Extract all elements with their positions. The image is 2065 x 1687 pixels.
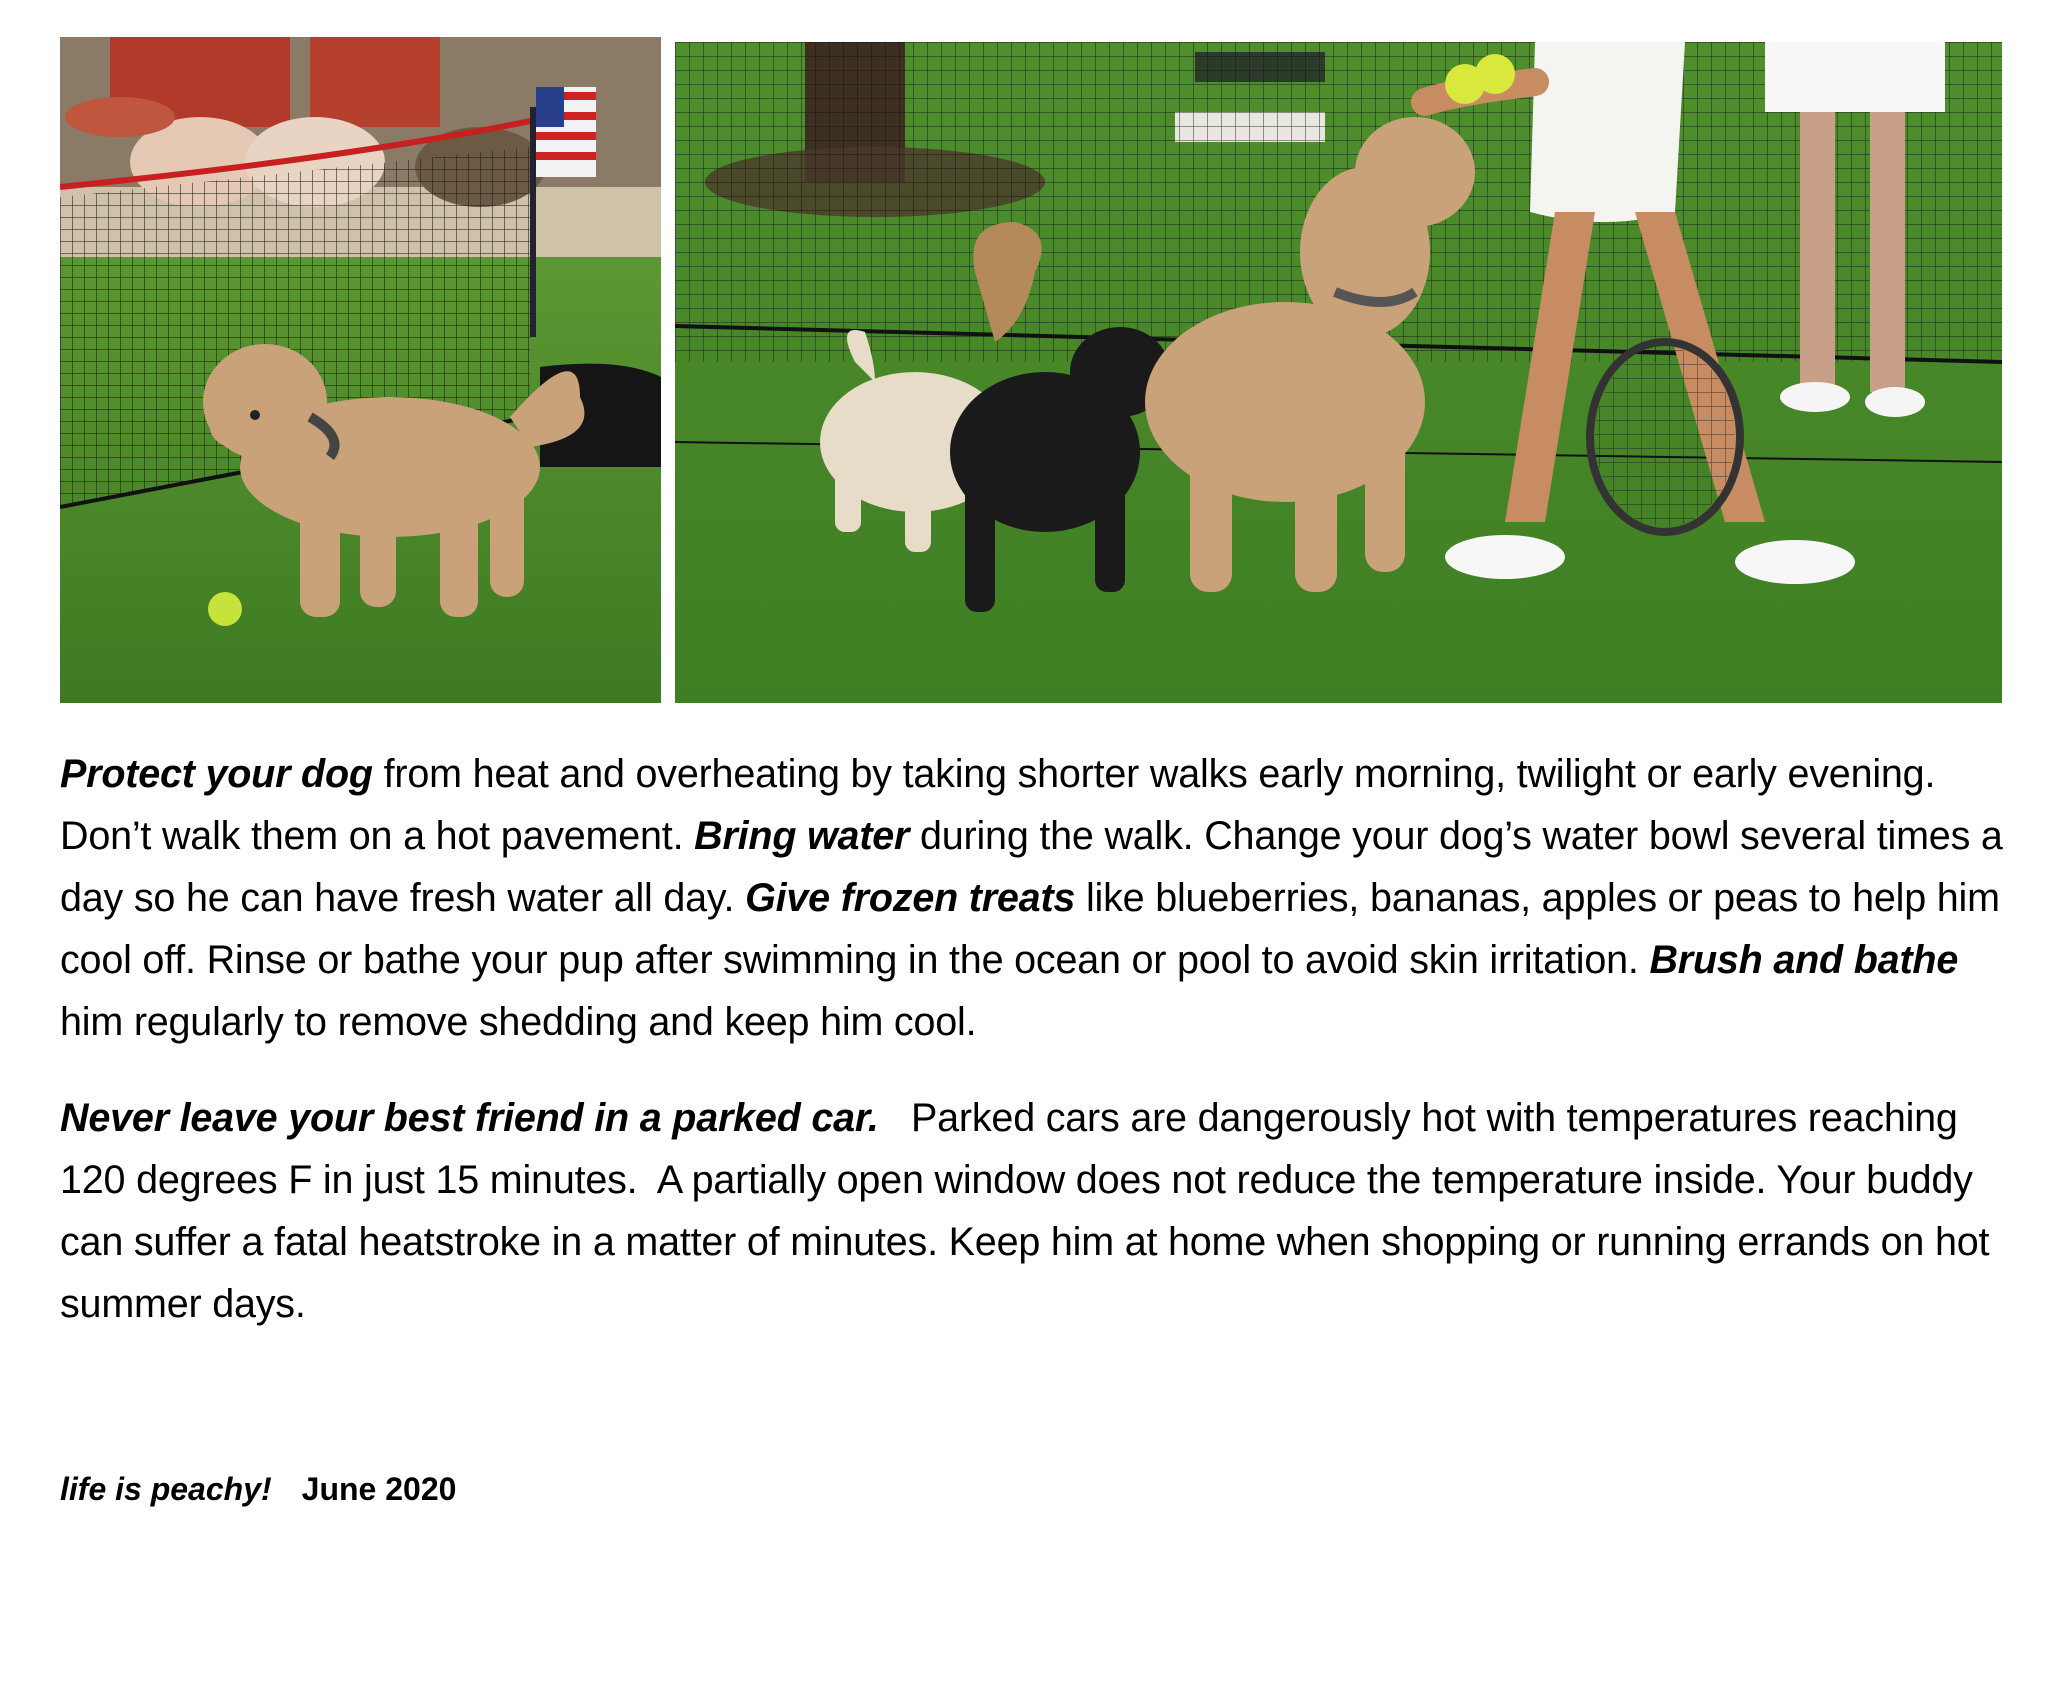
- dogs-with-tennis-player-photo: [675, 42, 2002, 703]
- bring-water-heading: Bring water: [694, 814, 910, 858]
- paragraph1-text-4: him regularly to remove shedding and keep him cool.: [60, 1000, 977, 1044]
- give-frozen-treats-heading: Give frozen treats: [745, 876, 1076, 920]
- paragraph1-text-1: from heat and overheating by taking shorter walks early morning, twilight or early evening. Don’t walk them on a hot pavement.: [60, 752, 1936, 858]
- protect-your-dog-heading: Protect your dog: [60, 752, 373, 796]
- parked-car-heading: Never leave your best friend in a parked car.: [60, 1096, 879, 1140]
- dogs-with-player-illustration: [675, 42, 2002, 703]
- summer-tips-paragraph: [60, 743, 2020, 1053]
- footer-date: June 2020: [301, 1471, 457, 1507]
- paragraph1-text-3: like blueberries, bananas, apples or peas to help him cool off. Rinse or bathe your pup after swimming in the ocean or pool to avoid skin irritation.: [60, 876, 2000, 982]
- parked-car-warning-paragraph: [60, 1087, 2020, 1335]
- brush-and-bathe-heading: Brush and bathe: [1649, 938, 1959, 982]
- paragraph2-text-1: Parked cars are dangerously hot with temperatures reaching 120 degrees F in just 15 minutes. A partially open window does not reduce the temperature inside. Your buddy can suffer a fatal heatstroke in a matter of minutes. Keep him at home when shopping or running errands on hot summer days.: [60, 1096, 2001, 1326]
- dog-by-net-photo: [60, 37, 661, 703]
- footer-tagline: life is peachy!: [60, 1471, 272, 1507]
- newsletter-footer: [60, 1469, 456, 1509]
- paragraph1-text-2: during the walk. Change your dog’s water bowl several times a day so he can have fresh water all day.: [60, 814, 2003, 920]
- dog-by-net-illustration: [60, 37, 661, 703]
